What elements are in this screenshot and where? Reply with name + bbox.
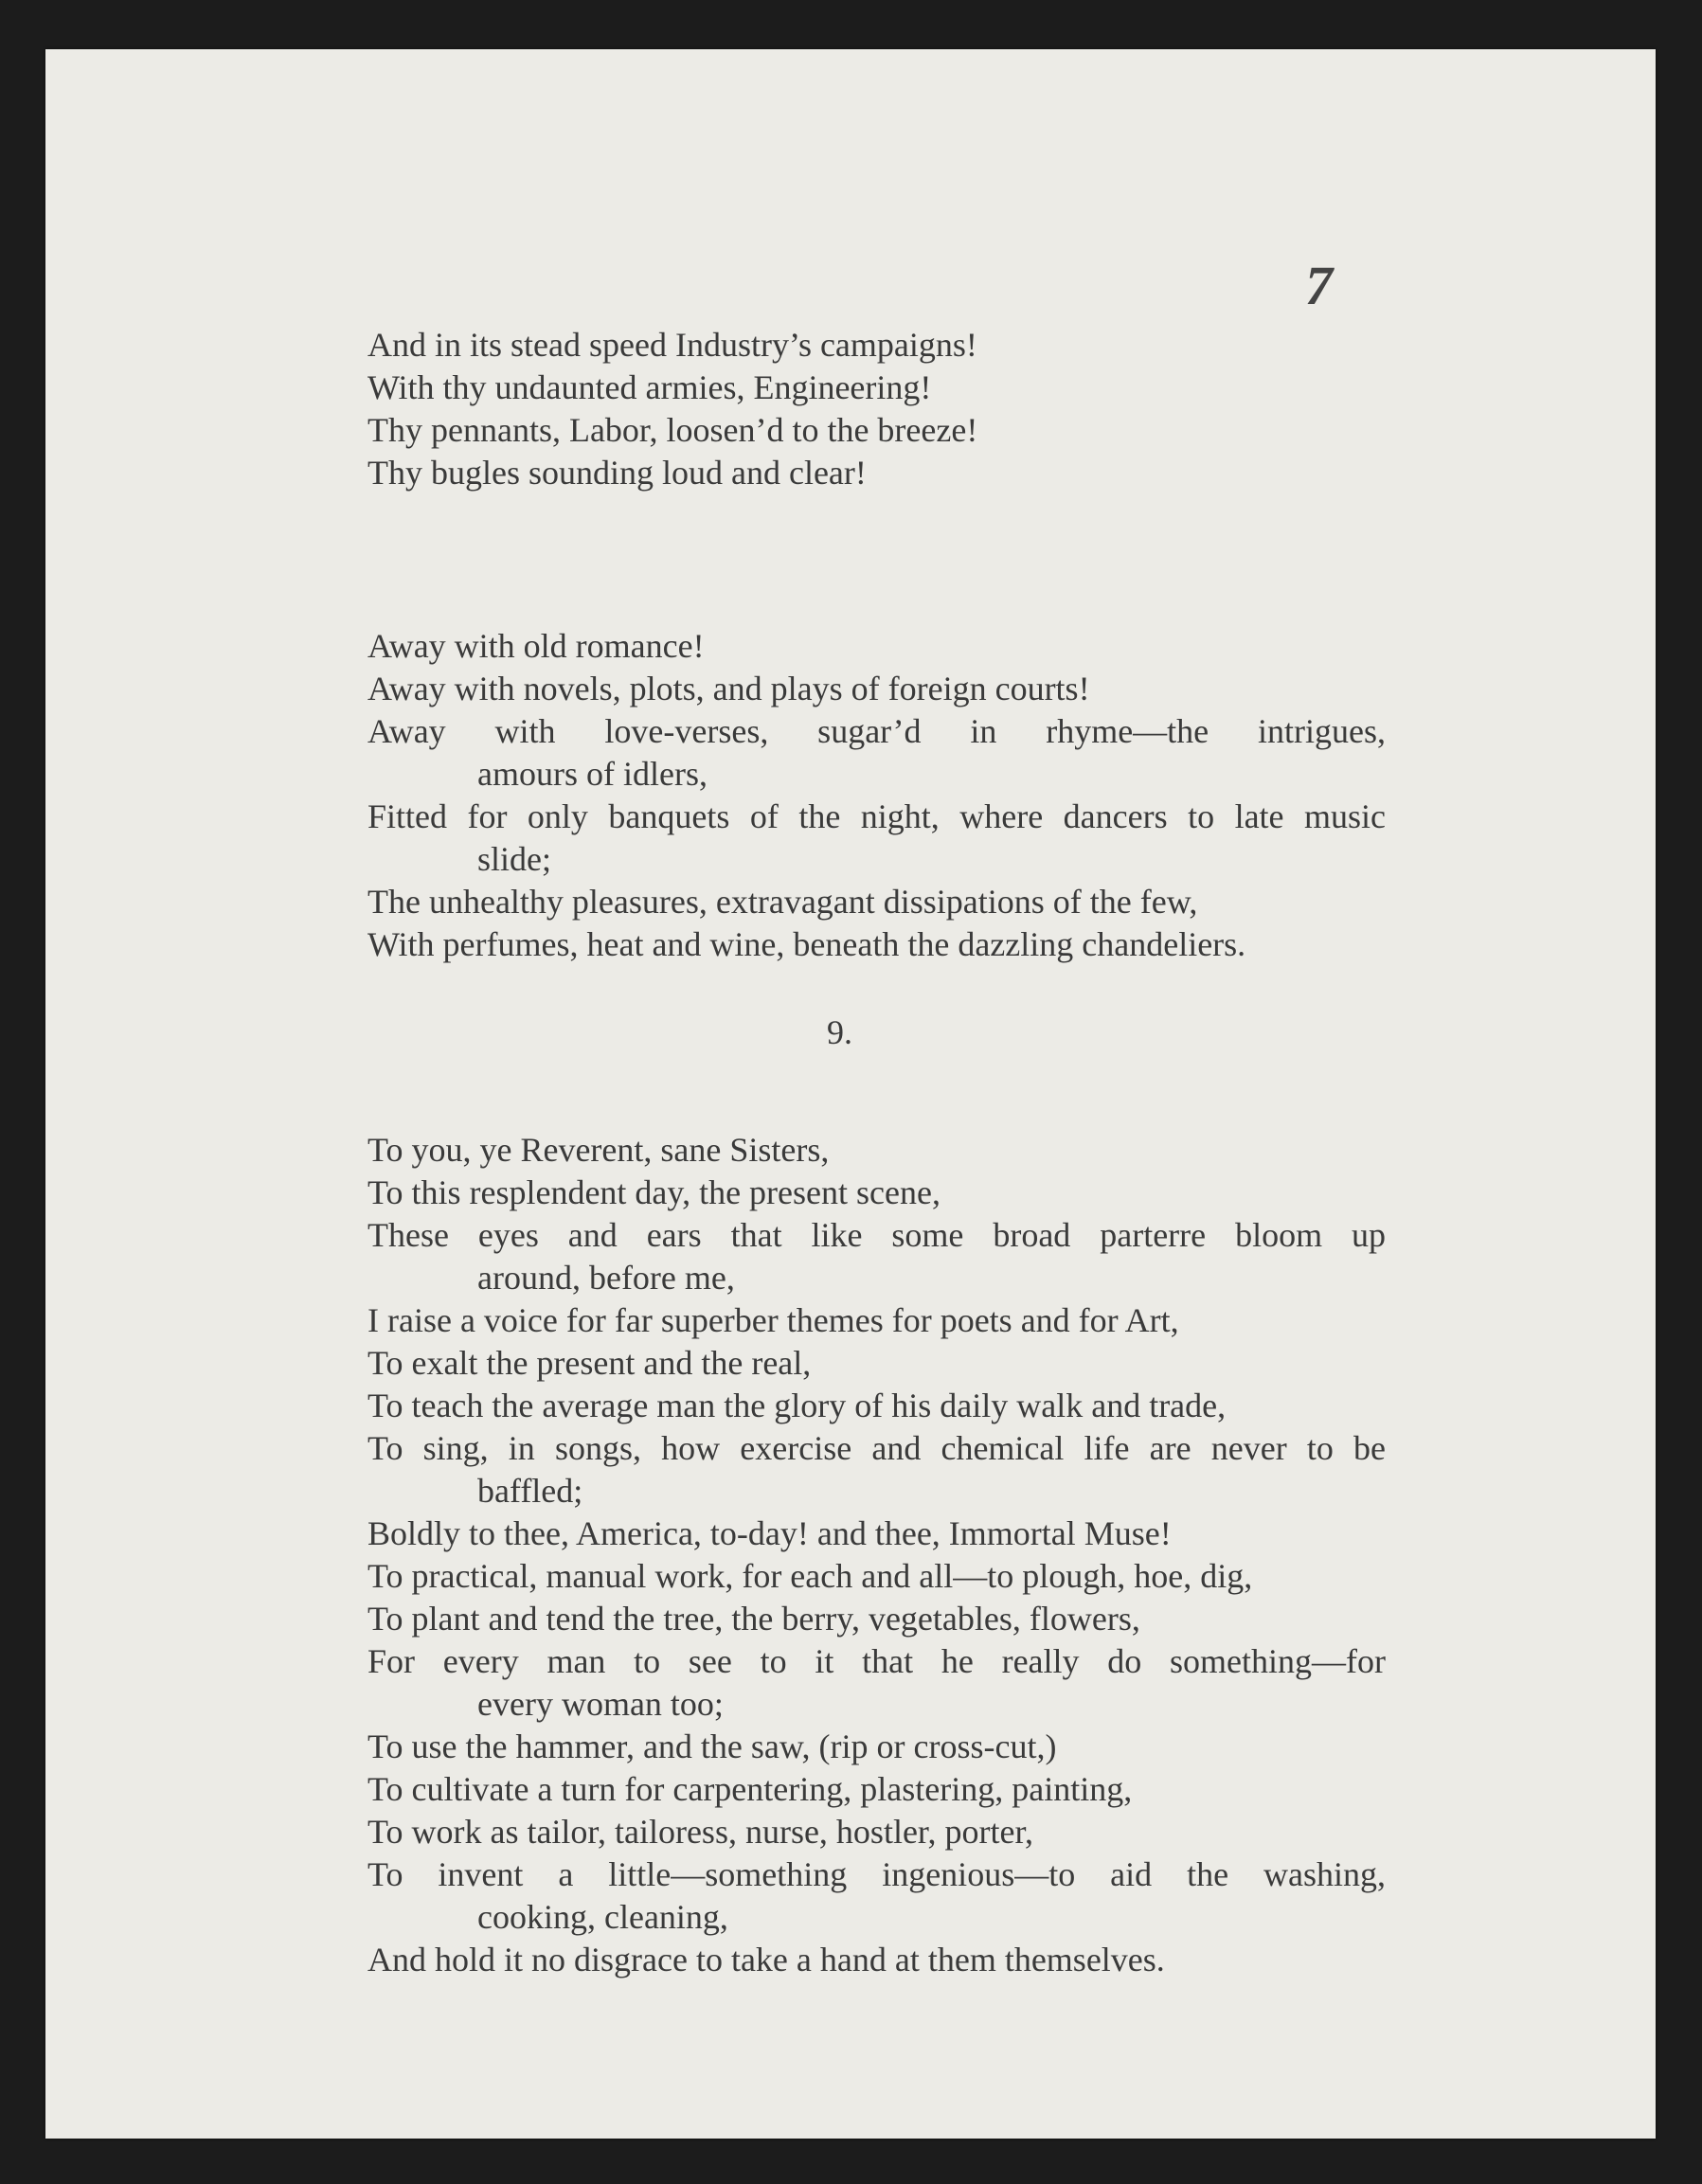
verse-line: Away with novels, plots, and plays of foreign courts!	[367, 670, 1090, 707]
verse-line: To teach the average man the glory of his daily walk and trade,	[367, 1387, 1227, 1424]
verse-line: To cultivate a turn for carpentering, plastering, painting,	[367, 1770, 1133, 1808]
verse-line: With thy undaunted armies, Engineering!	[367, 368, 932, 406]
verse-line-continuation: every woman too;	[477, 1685, 724, 1723]
verse-line-continuation: slide;	[477, 840, 551, 878]
verse-line: To this resplendent day, the present scene,	[367, 1173, 941, 1211]
section-number-container	[0, 1011, 1702, 1054]
verse-line: And in its stead speed Industry’s campaigns!	[367, 326, 977, 364]
verse-line-continuation: amours of idlers,	[477, 755, 708, 793]
verse-line: To plant and tend the tree, the berry, vegetables, flowers,	[367, 1600, 1140, 1638]
verse-line: Thy bugles sounding loud and clear!	[367, 454, 867, 492]
verse-line: Away with love-verses, sugar’d in rhyme—the intrigues,	[367, 712, 1386, 750]
document-page	[45, 49, 1656, 2139]
verse-line: To use the hammer, and the saw, (rip or cross-cut,)	[367, 1728, 1057, 1765]
section-number: 9.	[827, 1013, 852, 1051]
verse-line: To exalt the present and the real,	[367, 1344, 812, 1382]
verse-line: To practical, manual work, for each and all—to plough, hoe, dig,	[367, 1557, 1253, 1595]
verse-line: With perfumes, heat and wine, beneath the dazzling chandeliers.	[367, 925, 1246, 963]
verse-line: Thy pennants, Labor, loosen’d to the breeze!	[367, 411, 978, 449]
verse-line: To sing, in songs, how exercise and chemical life are never to be	[367, 1429, 1386, 1467]
verse-line: For every man to see to it that he really do something—for	[367, 1642, 1386, 1680]
verse-line: Away with old romance!	[367, 627, 705, 665]
verse-line: To you, ye Reverent, sane Sisters,	[367, 1131, 830, 1169]
page-number: 7	[1305, 255, 1333, 316]
verse-line-continuation: baffled;	[477, 1472, 583, 1510]
verse-line: And hold it no disgrace to take a hand at them themselves.	[367, 1941, 1165, 1978]
verse-line-continuation: around, before me,	[477, 1259, 735, 1297]
verse-line: To work as tailor, tailoress, nurse, hostler, porter,	[367, 1813, 1033, 1851]
stanza-1	[367, 324, 1386, 494]
verse-line: These eyes and ears that like some broad parterre bloom up	[367, 1216, 1386, 1254]
verse-line: I raise a voice for far superber themes for poets and for Art,	[367, 1301, 1179, 1339]
verse-line-continuation: cooking, cleaning,	[477, 1898, 728, 1936]
stanza-2	[367, 625, 1386, 966]
verse-line: Fitted for only banquets of the night, where dancers to late music	[367, 797, 1386, 835]
verse-line: The unhealthy pleasures, extravagant dissipations of the few,	[367, 883, 1198, 921]
stanza-section-9	[367, 1129, 1386, 1981]
verse-line: To invent a little—something ingenious—to aid the washing,	[367, 1855, 1386, 1893]
verse-line: Boldly to thee, America, to-day! and thee, Immortal Muse!	[367, 1514, 1172, 1552]
